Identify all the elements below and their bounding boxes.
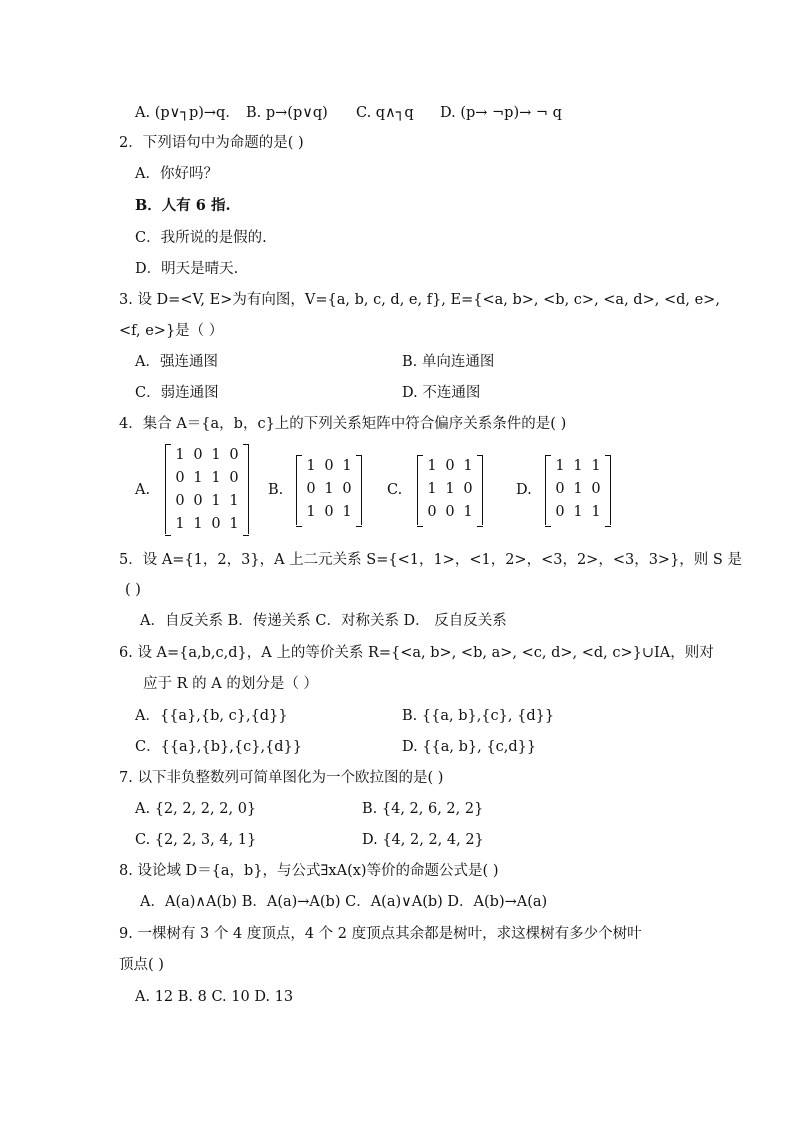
q4-matrix-a <box>165 444 249 534</box>
matrix-cell: 0 <box>324 504 334 520</box>
matrix-cell: 0 <box>229 447 239 463</box>
matrix-cell: 1 <box>342 504 352 520</box>
matrix-cell: 1 <box>175 447 185 463</box>
q9-options: A. 12 B. 8 C. 10 D. 13 <box>135 989 294 1005</box>
matrix-cell: 0 <box>193 493 203 509</box>
q4-stem: 4．集合 A＝{a，b，c}上的下列关系矩阵中符合偏序关系条件的是( ) <box>119 416 567 432</box>
q4-label-a: A. <box>135 482 151 498</box>
matrix-cell: 0 <box>306 481 316 497</box>
q5-stem-line1: 5．设 A={1，2，3}，A 上二元关系 S={<1，1>，<1，2>，<3，2>，<3，3>}，则 S 是 <box>119 552 742 568</box>
q1-option-c: C. q∧┐q <box>356 105 414 121</box>
matrix-cell: 1 <box>229 493 239 509</box>
matrix-cell: 0 <box>591 481 601 497</box>
q7-option-b: B. {4, 2, 6, 2, 2} <box>362 801 484 817</box>
matrix-cell: 1 <box>573 458 583 474</box>
q8-options: A．A(a)∧A(b) B．A(a)→A(b) C．A(a)∨A(b) D．A(b)→A(a) <box>140 894 548 910</box>
q4-matrix-b <box>296 455 362 525</box>
q7-option-a: A. {2, 2, 2, 2, 0} <box>135 801 257 817</box>
matrix-cell: 0 <box>342 481 352 497</box>
q1-option-d: D. (p→ ¬p)→ ¬ q <box>440 105 562 121</box>
q3-option-c: C．弱连通图 <box>135 385 219 401</box>
matrix-cell: 0 <box>555 481 565 497</box>
matrix-cell: 1 <box>573 481 583 497</box>
q3-option-d: D. 不连通图 <box>402 385 481 401</box>
matrix-cell: 1 <box>555 458 565 474</box>
matrix-cell: 1 <box>573 504 583 520</box>
matrix-cell: 1 <box>306 504 316 520</box>
matrix-cell: 0 <box>175 493 185 509</box>
q4-label-b: B. <box>268 482 284 498</box>
q5-stem-line2: ( ) <box>125 582 141 598</box>
q6-stem-line2: 应于 R 的 A 的划分是（ ） <box>143 676 318 692</box>
q7-option-c: C. {2, 2, 3, 4, 1} <box>135 832 257 848</box>
q3-stem-line2: <f, e>}是（ ） <box>119 323 224 339</box>
matrix-cell: 1 <box>193 516 203 532</box>
q2-stem: 2．下列语句中为命题的是( ) <box>119 135 304 151</box>
matrix-cell: 1 <box>445 481 455 497</box>
q4-label-d: D. <box>516 482 532 498</box>
q6-stem-line1: 6. 设 A={a,b,c,d}，A 上的等价关系 R={<a, b>, <b, a>, <c, d>, <d, c>}∪IA，则对 <box>119 645 714 661</box>
q4-matrix-c <box>417 455 483 525</box>
matrix-cell: 1 <box>211 447 221 463</box>
matrix-cell: 0 <box>324 458 334 474</box>
matrix-cell: 1 <box>463 458 473 474</box>
matrix-cell: 1 <box>427 458 437 474</box>
q4-matrix-d <box>545 455 611 525</box>
matrix-cell: 1 <box>211 493 221 509</box>
matrix-cell: 1 <box>591 504 601 520</box>
matrix-cell: 0 <box>427 504 437 520</box>
matrix-cell: 1 <box>427 481 437 497</box>
matrix-cell: 1 <box>591 458 601 474</box>
q9-stem-line1: 9. 一棵树有 3 个 4 度顶点，4 个 2 度顶点其余都是树叶，求这棵树有多少个树叶 <box>119 926 642 942</box>
q2-option-d: D．明天是晴天. <box>135 261 239 277</box>
q1-option-b: B. p→(p∨q) <box>246 105 328 121</box>
q6-option-c: C．{{a},{b},{c},{d}} <box>135 739 303 755</box>
matrix-cell: 0 <box>175 470 185 486</box>
matrix-cell: 1 <box>306 458 316 474</box>
q2-option-a: A．你好吗？ <box>135 166 218 182</box>
q3-option-b: B. 单向连通图 <box>402 354 495 370</box>
matrix-cell: 1 <box>342 458 352 474</box>
q6-option-a: A．{{a},{b, c},{d}} <box>135 708 288 724</box>
q8-stem: 8. 设论域 D＝{a，b}，与公式∃xA(x)等价的命题公式是( ) <box>119 863 499 879</box>
matrix-cell: 0 <box>193 447 203 463</box>
q2-option-c: C．我所说的是假的. <box>135 230 267 246</box>
matrix-cell: 1 <box>175 516 185 532</box>
matrix-cell: 0 <box>463 481 473 497</box>
q9-stem-line2: 顶点( ) <box>119 957 164 973</box>
matrix-cell: 0 <box>211 516 221 532</box>
matrix-cell: 0 <box>555 504 565 520</box>
matrix-cell: 1 <box>211 470 221 486</box>
q5-options: A．自反关系 B．传递关系 C．对称关系 D． 反自反关系 <box>140 613 507 629</box>
matrix-cell: 0 <box>445 504 455 520</box>
q6-option-d: D. {{a, b}, {c,d}} <box>402 739 537 755</box>
matrix-cell: 1 <box>324 481 334 497</box>
matrix-cell: 1 <box>229 516 239 532</box>
q7-option-d: D. {4, 2, 2, 4, 2} <box>362 832 484 848</box>
q6-option-b: B. {{a, b},{c}, {d}} <box>402 708 555 724</box>
matrix-cell: 1 <box>463 504 473 520</box>
matrix-cell: 0 <box>445 458 455 474</box>
matrix-cell: 0 <box>229 470 239 486</box>
q7-stem: 7. 以下非负整数列可简单图化为一个欧拉图的是( ) <box>119 770 444 786</box>
q3-option-a: A．强连通图 <box>135 354 218 370</box>
q1-option-a: A. (p∨┐p)→q． <box>135 105 240 121</box>
q2-option-b: B．人有 6 指. <box>135 197 231 214</box>
q3-stem-line1: 3. 设 D=<V, E>为有向图，V={a, b, c, d, e, f}, E={<a, b>, <b, c>, <a, d>, <d, e>, <box>119 292 720 308</box>
matrix-cell: 1 <box>193 470 203 486</box>
q4-label-c: C. <box>387 482 403 498</box>
